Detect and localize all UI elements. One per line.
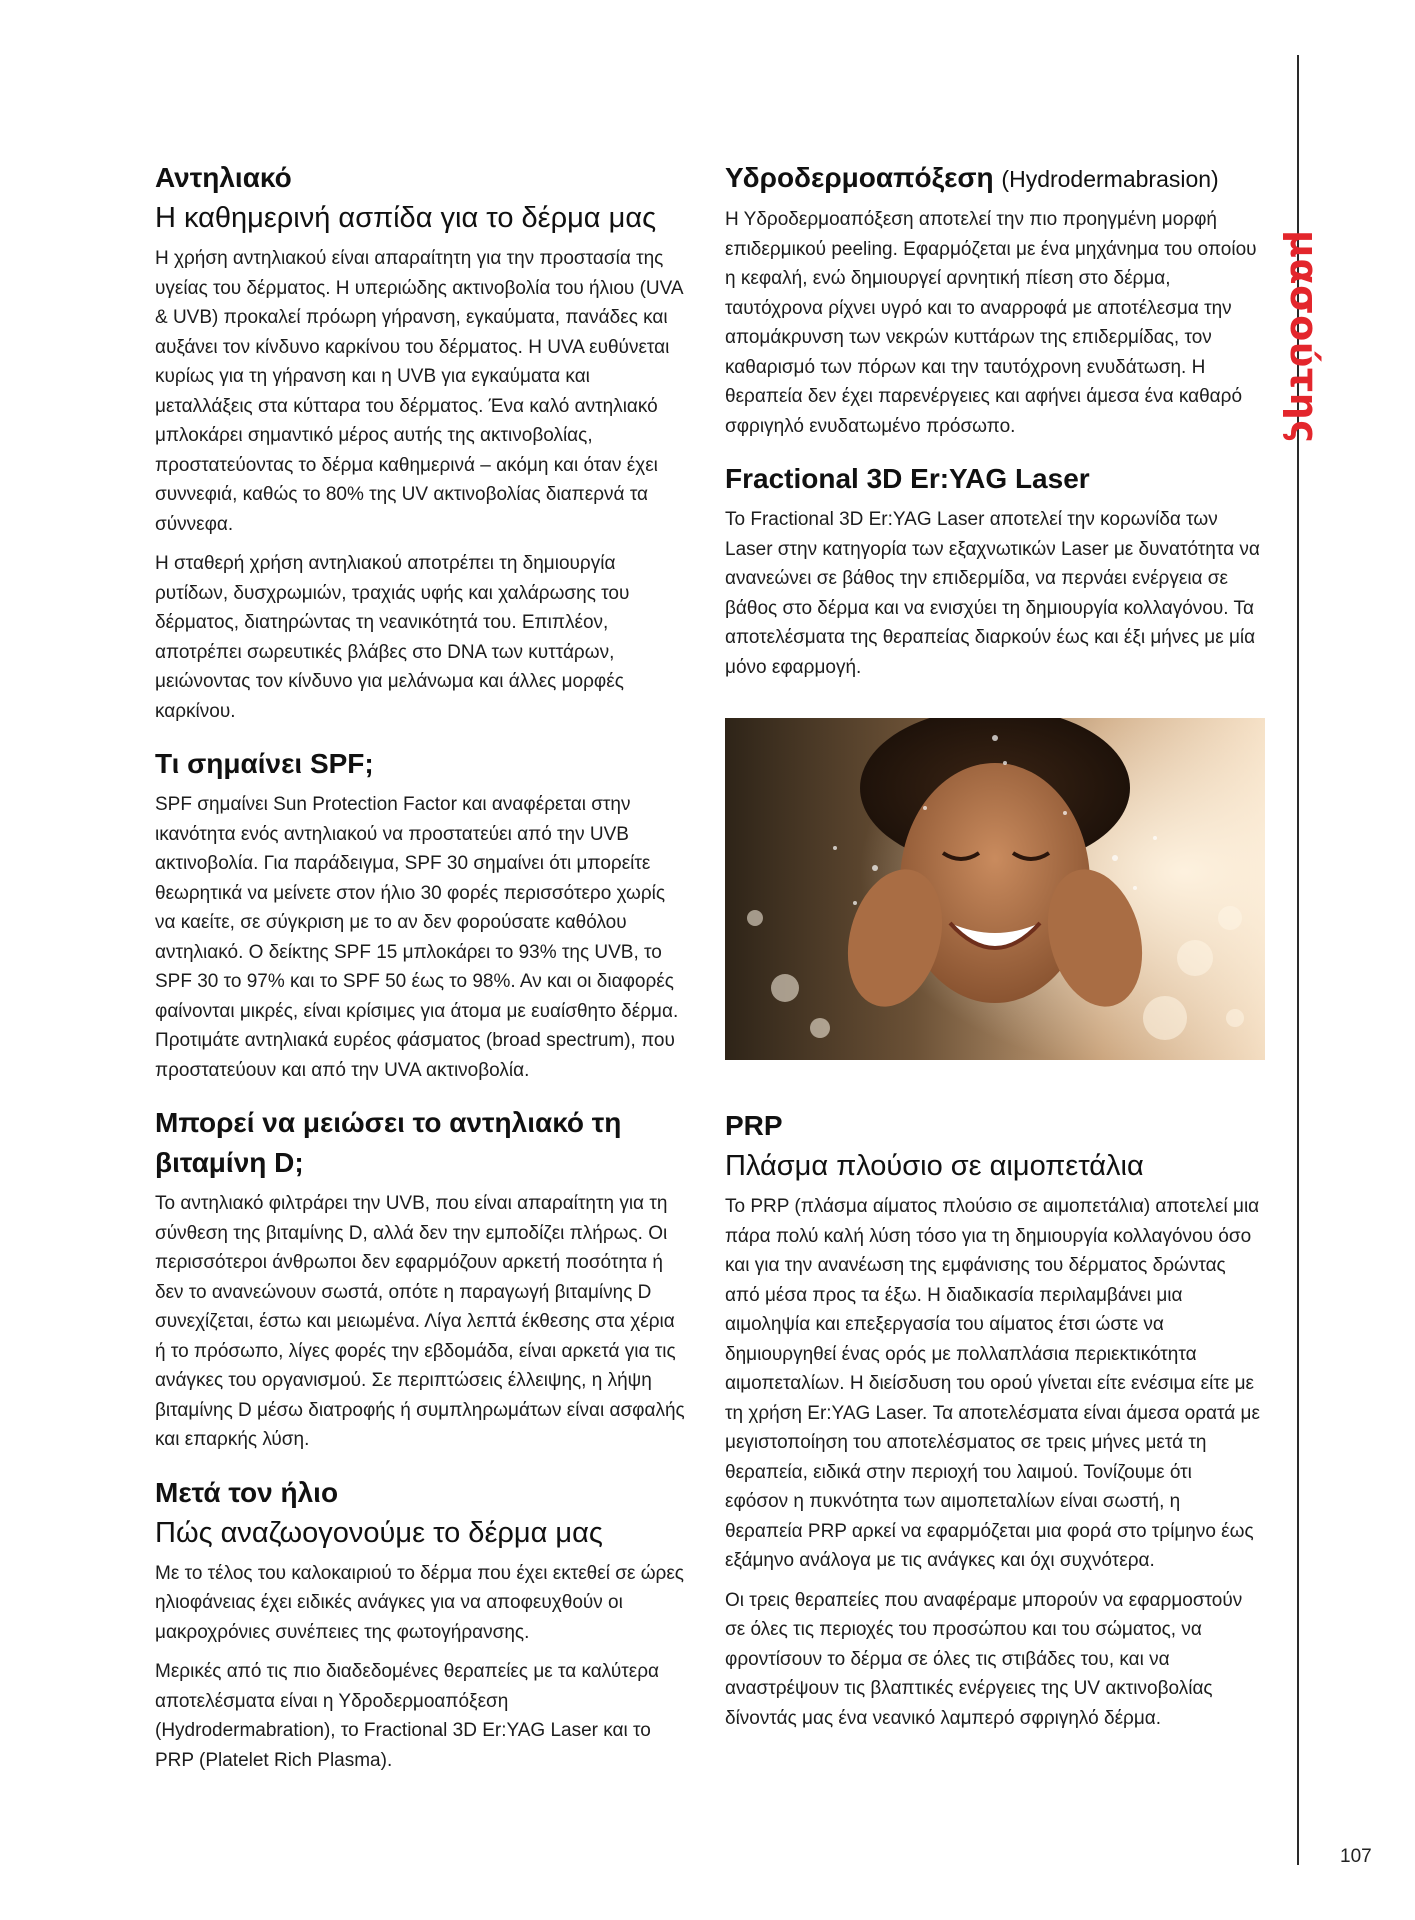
section-title: Αντηλιακό (155, 162, 292, 193)
paragraph: Το Fractional 3D Er:YAG Laser αποτελεί την κορωνίδα των Laser στην κατηγορία των εξαχνωτικών Laser με δυνατότητα να ανανεώνει σε βάθος την επιδερμίδα, να περνάει ενέργεια σε βάθος στο δέρμα και να ενισχύει τη δημιουργία κολλαγόνου. Τα αποτελέσματα της θεραπείας διαρκούν έως και έξι μήνες με μία μόνο εφαρμογή. (725, 509, 1260, 678)
section-title-suffix: (Hydrodermabrasion) (1001, 166, 1219, 192)
section-title: Τι σημαίνει SPF; (155, 748, 374, 779)
section-laser (725, 459, 1260, 682)
right-column (725, 158, 1260, 1751)
section-title: Fractional 3D Er:YAG Laser (725, 463, 1090, 494)
left-column (155, 158, 690, 1793)
section-spf (155, 744, 690, 1085)
brand-logo: μασούτης (1282, 230, 1326, 444)
paragraph: Η Υδροδερμοαπόξεση αποτελεί την πιο προηγμένη μορφή επιδερμικού peeling. Εφαρμόζεται με ένα μηχάνημα του οποίου η κεφαλή, ενώ δημιουργεί αρνητική πίεση στο δέρμα, ταυτόχρονα ρίχνει υγρό και το αναρροφά με αποτέλεσμα την απομάκρυνση των νεκρών κυττάρων της επιδερμίδας, τον καθαρισμό των πόρων και την ταυτόχρονη ενυδάτωση. Η θεραπεία δεν έχει παρενέργειες και αφήνει άμεσα ένα καθαρό σφριγηλό ενυδατωμένο πρόσωπο. (725, 209, 1257, 437)
paragraph: Οι τρεις θεραπείες που αναφέραμε μπορούν να εφαρμοστούν σε όλες τις περιοχές του προσώπου και του σώματος, να φροντίσουν το δέρμα σε όλες τις στιβάδες του, και να αναστρέψουν τις βλαπτικές ενέργειες της UV ακτινοβολίας δίνοντάς μας ένα νεανικό λαμπερό σφριγηλό δέρμα. (725, 1589, 1243, 1729)
section-hydrodermabrasion (725, 158, 1260, 441)
section-title: Μπορεί να μειώσει το αντηλιακό τη βιταμίνη D; (155, 1107, 622, 1178)
section-title (725, 158, 1260, 199)
section-after-sun (155, 1473, 690, 1776)
page-number: 107 (1340, 1846, 1372, 1867)
paragraph: Το αντηλιακό φιλτράρει την UVB, που είναι απαραίτητη για τη σύνθεση της βιταμίνης D, αλλά δεν την εμποδίζει πλήρως. Οι περισσότεροι άνθρωποι δεν εφαρμόζουν αρκετή ποσότητα ή δεν το ανανεώνουν σωστά, οπότε η παραγωγή βιταμίνης D συνεχίζεται, έστω και μειωμένα. Λίγα λεπτά έκθεσης στα χέρια ή το πρόσωπο, λίγες φορές την εβδομάδα, είναι αρκετά για τις ανάγκες του οργανισμού. Σε περιπτώσεις έλλειψης, η λήψη βιταμίνης D μέσω διατροφής ή συμπληρωμάτων είναι ασφαλής και επαρκής λύση. (155, 1193, 685, 1450)
paragraph: SPF σημαίνει Sun Protection Factor και αναφέρεται στην ικανότητα ενός αντηλιακού να προστατεύει από την UVB ακτινοβολία. Για παράδειγμα, SPF 30 σημαίνει ότι μπορείτε θεωρητικά να μείνετε στον ήλιο 30 φορές περισσότερο χωρίς να καείτε, σε σύγκριση με το αν δεν φορούσατε καθόλου αντηλιακό. Ο δείκτης SPF 15 μπλοκάρει το 93% της UVB, το SPF 30 το 97% και το SPF 50 έως το 98%. Αν και οι διαφορές φαίνονται μικρές, είναι κρίσιμες για άτομα με ευαίσθητο δέρμα. Προτιμάτε αντηλιακά ευρέος φάσματος (broad spectrum), που προστατεύουν και από την UVA ακτινοβολία. (155, 794, 679, 1081)
section-sunscreen (155, 158, 690, 726)
paragraph: Με το τέλος του καλοκαιριού το δέρμα που έχει εκτεθεί σε ώρες ηλιοφάνειας έχει ειδικές ανάγκες για να αποφευχθούν οι μακροχρόνιες συνέπειες της φωτογήρανσης. (155, 1562, 684, 1643)
section-vitamin-d (155, 1103, 690, 1455)
paragraph: Το PRP (πλάσμα αίματος πλούσιο σε αιμοπετάλια) αποτελεί μια πάρα πολύ καλή λύση τόσο για τη δημιουργία κολλαγόνου όσο και για την ανανέωση της εμφάνισης του δέρματος δρώντας από μέσα προς τα έξω. Η διαδικασία περιλαμβάνει μια αιμοληψία και επεξεργασία του αίματος έτσι ώστε να δημιουργηθεί ένας ορός με πολλαπλάσια περιεκτικότητα αιμοπεταλίων. Η διείσδυση του ορού γίνεται είτε ενέσιμα είτε με τη χρήση Er:YAG Laser. Τα αποτελέσματα είναι άμεσα ορατά με μεγιστοποίηση του αποτελέσματος σε τρεις μήνες μετά τη θεραπεία, ειδικά στην περιοχή του λαιμού. Τονίζουμε ότι εφόσον η πυκνότητα των αιμοπεταλίων είναι σωστή, η θεραπεία PRP αρκεί να εφαρμόζεται μια φορά στο τρίμηνο έως εξάμηνο ανάλογα με τις ανάγκες και όχι συχνότερα. (725, 1196, 1260, 1571)
section-title-main: Υδροδερμοαπόξεση (725, 162, 994, 193)
section-subtitle: Η καθημερινή ασπίδα για το δέρμα μας (155, 202, 657, 234)
woman-face-water-photo (725, 718, 1265, 1060)
section-title: PRP (725, 1110, 783, 1141)
section-subtitle: Πώς αναζωογονούμε το δέρμα μας (155, 1516, 603, 1549)
section-title: Μετά τον ήλιο (155, 1476, 339, 1508)
paragraph: Μερικές από τις πιο διαδεδομένες θεραπείες με τα καλύτερα αποτελέσματα είναι η Υδροδερμοαπόξεση (Hydrodermabration), το Fractional 3D Er:YAG Laser και το PRP (Platelet Rich Plasma). (155, 1661, 659, 1771)
paragraph: Η σταθερή χρήση αντηλιακού αποτρέπει τη δημιουργία ρυτίδων, δυσχρωμιών, τραχιάς υφής και χαλάρωσης του δέρματος, διατηρώντας τη νεανικότητά του. Επιπλέον, αποτρέπει σωρευτικές βλάβες στο DNA των κυττάρων, μειώνοντας τον κίνδυνο για μελάνωμα και άλλες μορφές καρκίνου. (155, 553, 630, 722)
section-subtitle: Πλάσμα πλούσιο σε αιμοπετάλια (725, 1150, 1144, 1182)
section-prp (725, 1106, 1260, 1733)
paragraph: Η χρήση αντηλιακού είναι απαραίτητη για την προστασία της υγείας του δέρματος. Η υπεριώδης ακτινοβολία του ήλιου (UVA & UVB) προκαλεί πρόωρη γήρανση, εγκαύματα, πανάδες και αυξάνει τον κίνδυνο καρκίνου του δέρματος. Η UVA ευθύνεται κυρίως για τη γήρανση και η UVB για εγκαύματα και μεταλλάξεις στα κύτταρα του δέρματος. Ένα καλό αντηλιακό μπλοκάρει σημαντικό μέρος αυτής της ακτινοβολίας, προστατεύοντας το δέρμα καθημερινά – ακόμη και όταν έχει συννεφιά, καθώς το 80% της UV ακτινοβολίας διαπερνά τα σύννεφα. (155, 248, 683, 535)
